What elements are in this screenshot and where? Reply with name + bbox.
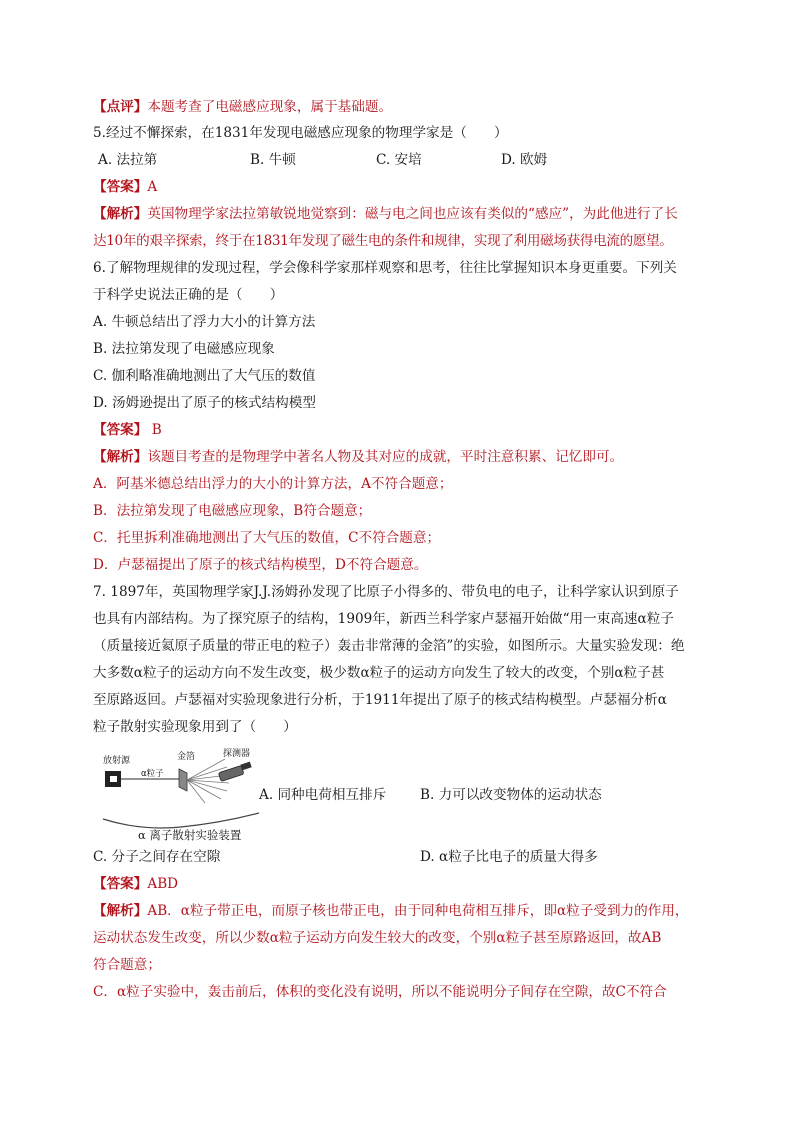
q6-stem-line-2: 于科学史说法正确的是（ ） (93, 287, 284, 303)
comment-tag: 【点评】 (93, 99, 148, 115)
q7-analysis-line-4: C．α粒子实验中，轰击前后，体积的变化没有说明，所以不能说明分子间存在空隙，故C不符合 (93, 984, 667, 1000)
particle-label: α粒子 (141, 769, 164, 779)
detector-label: 探测器 (223, 749, 251, 759)
q6-analysis-item-c: C．托里拆利准确地测出了大气压的数值，C不符合题意； (93, 530, 441, 546)
q7-analysis-line-1 (93, 901, 689, 921)
q4-comment (93, 97, 392, 117)
answer-tag: 【答案】 (93, 422, 148, 438)
foil-label: 金箔 (177, 752, 196, 762)
q6-stem-line-1: 6.了解物理规律的发现过程，学会像科学家那样观察和思考，往往比掌握知识本身更重要。下列关 (93, 260, 677, 276)
q5-stem: 5.经过不懈探索，在1831年发现电磁感应现象的物理学家是（ ） (93, 125, 508, 141)
q5-option-d: D. 欧姆 (501, 152, 548, 168)
q7-stem-line-2: 也具有内部结构。为了探究原子的结构，1909年，新西兰科学家卢瑟福开始做“用一束高速α粒子 (93, 611, 674, 627)
q7-analysis-line-3: 符合题意； (93, 957, 161, 973)
q7-answer (93, 874, 178, 894)
q7-option-a: A. 同种电荷相互排斥 (259, 787, 387, 803)
answer-value: ABD (147, 876, 179, 892)
q5-option-b: B. 牛顿 (250, 152, 296, 168)
analysis-text: 英国物理学家法拉第敏锐地觉察到：磁与电之间也应该有类似的“感应”，为此他进行了长 (147, 206, 678, 222)
source-label: 放射源 (103, 756, 131, 766)
q7-option-b: B. 力可以改变物体的运动状态 (420, 787, 602, 803)
alpha-scattering-figure (101, 747, 261, 839)
q7-stem-line-4: 大多数α粒子的运动方向不发生改变，极少数α粒子的运动方向发生了较大的改变，个别α粒子甚 (93, 665, 665, 681)
q5-answer (93, 177, 157, 197)
analysis-tag: 【解析】 (93, 449, 148, 465)
answer-value: B (147, 422, 162, 438)
q6-option-d: D. 汤姆逊提出了原子的核式结构模型 (93, 395, 316, 411)
q6-option-c: C. 伽利略准确地测出了大气压的数值 (93, 368, 316, 384)
q5-option-c: C. 安培 (376, 152, 422, 168)
q5-option-a: A. 法拉第 (98, 152, 158, 168)
answer-tag: 【答案】 (93, 179, 148, 195)
q5-analysis-line-1 (93, 204, 678, 224)
analysis-text: AB．α粒子带正电，而原子核也带正电，由于同种电荷相互排斥，即α粒子受到力的作用， (147, 903, 689, 919)
q7-stem-line-5: 至原路返回。卢瑟福对实验现象进行分析，于1911年提出了原子的核式结构模型。卢瑟福分析α (93, 692, 667, 708)
q6-analysis (93, 447, 623, 467)
analysis-tag: 【解析】 (93, 206, 148, 222)
analysis-tag: 【解析】 (93, 903, 148, 919)
answer-value: A (147, 179, 158, 195)
q6-analysis-item-d: D．卢瑟福提出了原子的核式结构模型，D不符合题意。 (93, 557, 428, 573)
q7-stem-line-1: 7. 1897年，英国物理学家J.J.汤姆孙发现了比原子小得多的、带负电的电子，让科学家认识到原子 (93, 584, 679, 600)
analysis-text: 该题目考查的是物理学中著名人物及其对应的成就，平时注意积累、记忆即可。 (147, 449, 624, 465)
q6-analysis-item-b: B．法拉第发现了电磁感应现象，B符合题意； (93, 503, 372, 519)
figure-caption: α 离子散射实验装置 (138, 828, 242, 842)
q6-answer (93, 420, 162, 440)
q7-stem-line-3: （质量接近氦原子质量的带正电的粒子）轰击非常薄的金箔”的实验，如图所示。大量实验发现：绝 (93, 638, 685, 654)
q7-stem-line-6: 粒子散射实验现象用到了（ ） (93, 719, 297, 735)
q7-option-d: D. α粒子比电子的质量大得多 (420, 849, 598, 865)
q5-analysis-line-2: 达10年的艰辛探索，终于在1831年发现了磁生电的条件和规律，实现了利用磁场获得电流的愿望。 (93, 233, 673, 249)
q6-analysis-item-a: A．阿基米德总结出浮力的大小的计算方法，A不符合题意； (93, 476, 453, 492)
q6-option-b: B. 法拉第发现了电磁感应现象 (93, 341, 275, 357)
comment-text: 本题考查了电磁感应现象，属于基础题。 (147, 99, 393, 115)
q7-analysis-line-2: 运动状态发生改变，所以少数α粒子运动方向发生较大的改变，个别α粒子甚至原路返回，故AB (93, 930, 662, 946)
answer-tag: 【答案】 (93, 876, 148, 892)
q6-option-a: A. 牛顿总结出了浮力大小的计算方法 (93, 314, 316, 330)
q7-option-c: C. 分子之间存在空隙 (93, 849, 221, 865)
